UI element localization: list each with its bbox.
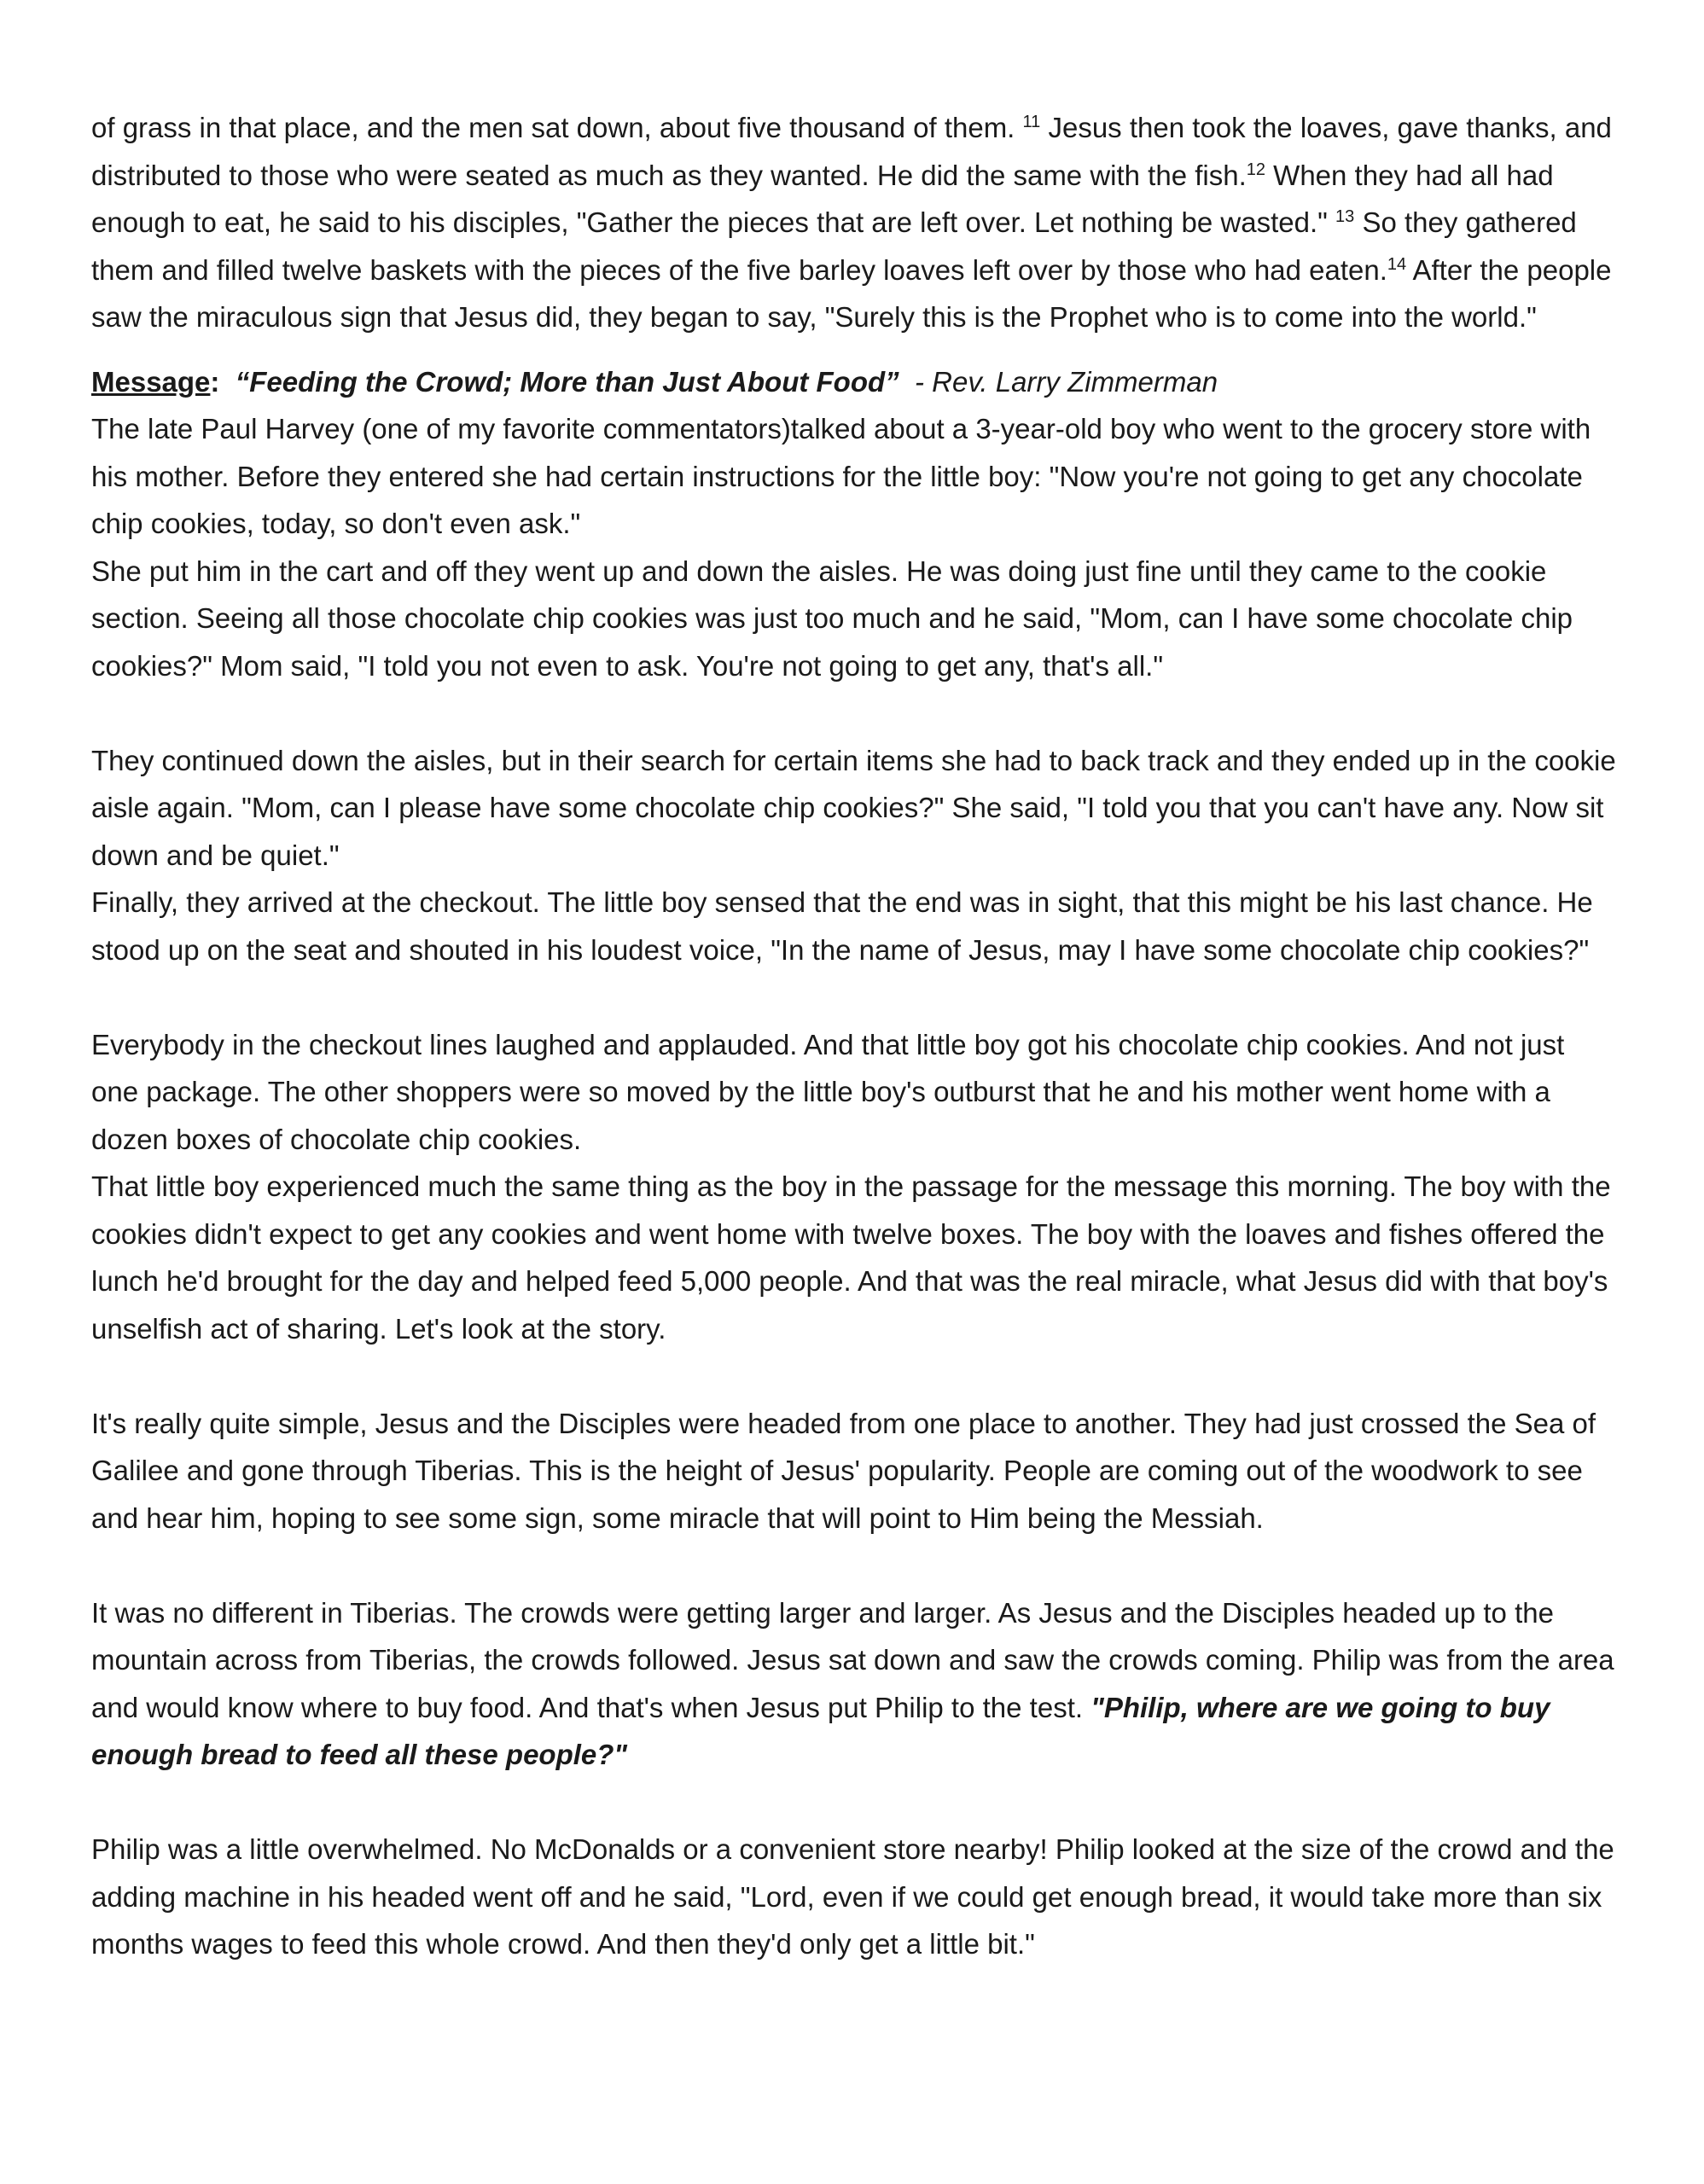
scripture-text: After the people saw the miraculous sign that Jesus did, they began to say, "Surely this is the Prophet who is to come into the world.": [91, 253, 1612, 333]
scripture-text: Jesus then took the loaves, gave thanks, and distributed to those who were seated as much as they wanted. He did the same with the fish.: [91, 112, 1612, 191]
paragraph: They continued down the aisles, but in their search for certain items she had to back track and they ended up in the cookie aisle again. "Mom, can I please have some chocolate chip cookies?" She said, "I told you that you can't have any. Now sit down and be quiet.": [91, 744, 1616, 871]
message-colon: :: [210, 365, 220, 398]
message-title: “Feeding the Crowd; More than Just About Food”: [235, 365, 899, 398]
paragraph-spacer: [91, 1542, 1619, 1589]
paragraph: That little boy experienced much the same thing as the boy in the passage for the message this morning. The boy with the cookies didn't expect to get any cookies and went home with twelve boxes. The boy with the loaves and fishes offered the lunch he'd brought for the day and helped feed 5,000 people. And that was the real miracle, what Jesus did with that boy's unselfish act of sharing. Let's look at the story.: [91, 1170, 1611, 1345]
verse-number: 14: [1387, 254, 1407, 274]
verse-number: 12: [1246, 160, 1265, 179]
paragraph-spacer: [91, 973, 1619, 1021]
emphasized-quote: "Philip, where are we going to buy enough bread to feed all these people?": [91, 1691, 1550, 1770]
paragraph-spacer: [91, 1779, 1619, 1827]
verse-number: 13: [1335, 207, 1355, 226]
paragraph: It's really quite simple, Jesus and the Disciples were headed from one place to another. They had just crossed the Sea of Galilee and gone through Tiberias. This is the height of Jesus' popularity. People are coming out of the woodwork to see and hear him, hoping to see some sign, some miracle that will point to Him being the Messiah.: [91, 1407, 1596, 1534]
message-heading: [91, 358, 1619, 406]
paragraph: [91, 1589, 1619, 1779]
message-author: - Rev. Larry Zimmerman: [915, 365, 1218, 398]
scripture-text: When they had all had enough to eat, he said to his disciples, "Gather the pieces that are left over. Let nothing be wasted.": [91, 159, 1554, 238]
paragraph: Finally, they arrived at the checkout. The little boy sensed that the end was in sight, that this might be his last chance. He stood up on the seat and shouted in his loudest voice, "In the name of Jesus, may I have some chocolate chip cookies?": [91, 886, 1593, 966]
paragraph-spacer: [91, 1352, 1619, 1400]
scripture-text: So they gathered them and filled twelve baskets with the pieces of the five barley loaves left over by those who had eaten.: [91, 206, 1577, 286]
scripture-text: of grass in that place, and the men sat down, about five thousand of them.: [91, 112, 1015, 143]
paragraph-spacer: [91, 689, 1619, 737]
paragraph-text: It was no different in Tiberias. The crowds were getting larger and larger. As Jesus and the Disciples headed up to the mountain across from Tiberias, the crowds followed. Jesus sat down and saw the crowds coming. Philip was from the area and would know where to buy food. And that's when Jesus put Philip to the test.: [91, 1596, 1614, 1723]
paragraph: Philip was a little overwhelmed. No McDonalds or a convenient store nearby! Philip looked at the size of the crowd and the adding machine in his headed went off and he said, "Lord, even if we could get enough bread, it would take more than six months wages to feed this whole crowd. And then they'd only get a little bit.": [91, 1833, 1614, 1960]
paragraph: The late Paul Harvey (one of my favorite commentators)talked about a 3-year-old boy who went to the grocery store with his mother. Before they entered she had certain instructions for the little boy: "Now you're not going to get any chocolate chip cookies, today, so don't even ask.": [91, 413, 1591, 539]
scripture-passage: [91, 104, 1619, 341]
message-label: Message: [91, 365, 211, 398]
paragraph: Everybody in the checkout lines laughed and applauded. And that little boy got his chocolate chip cookies. And not just one package. The other shoppers were so moved by the little boy's outburst that he and his mother went home with a dozen boxes of chocolate chip cookies.: [91, 1028, 1565, 1155]
paragraph: She put him in the cart and off they went up and down the aisles. He was doing just fine until they came to the cookie section. Seeing all those chocolate chip cookies was just too much and he said, "Mom, can I have some chocolate chip cookies?" Mom said, "I told you not even to ask. You're not going to get any, that's all.": [91, 555, 1573, 682]
verse-number: 11: [1022, 113, 1041, 131]
